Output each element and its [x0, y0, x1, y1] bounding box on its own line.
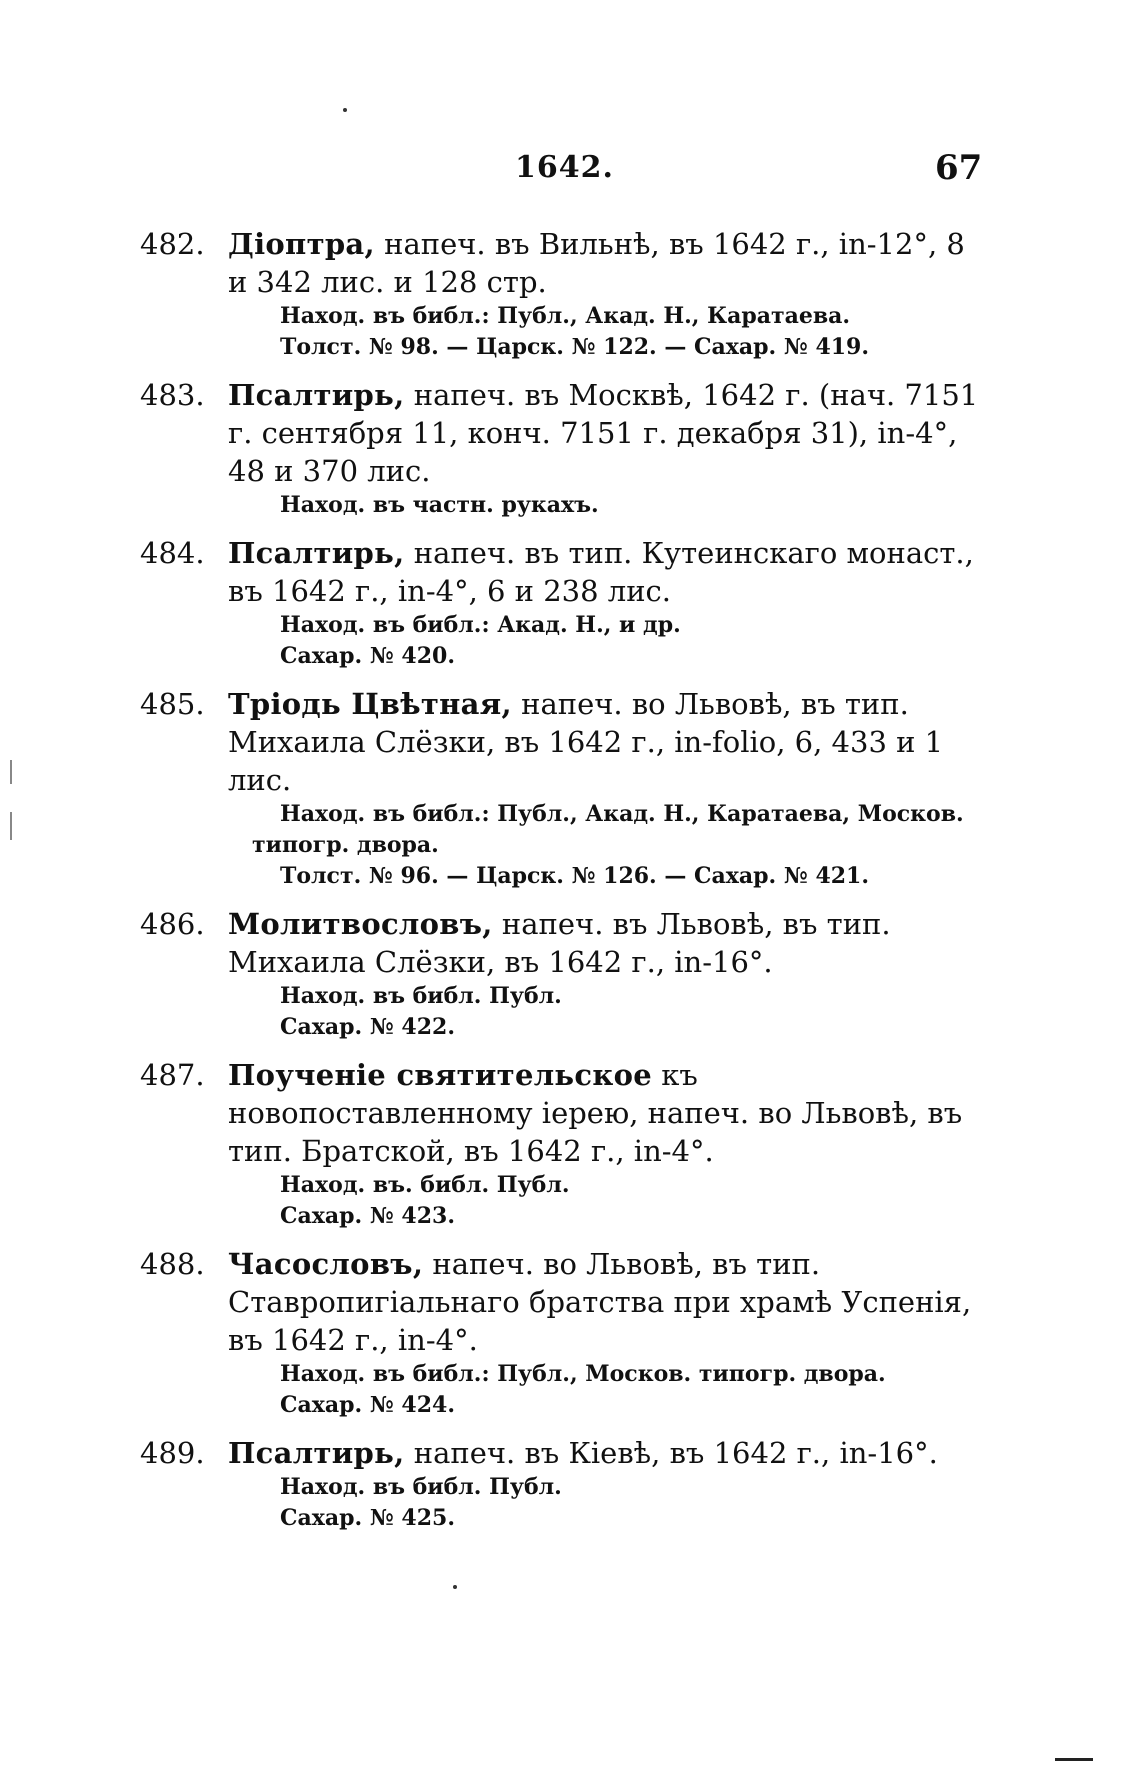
entry-489 [140, 1434, 980, 1534]
page-number: 67 [935, 148, 983, 188]
entry-references: Толст. № 98. — Царск. № 122. — Сахар. № 419. [280, 334, 870, 360]
entry-location: Наход. въ библ. Публ. [280, 1474, 562, 1500]
entry-483 [140, 376, 980, 521]
entry-484 [140, 534, 980, 672]
entry-references: Сахар. № 425. [280, 1505, 455, 1531]
entry-location: Наход. въ библ.: Публ., Акад. Н., Каратаева. [280, 303, 851, 329]
entry-488 [140, 1245, 980, 1421]
entry-text: напеч. въ Москвѣ, 1642 г. (нач. 7151 г. сентября 11, конч. 7151 г. декабря 31), in-4°, 48 и 370 лис. [228, 378, 979, 488]
entry-number: 484. [140, 536, 205, 570]
entry-description [228, 905, 980, 981]
entry-description [228, 534, 980, 610]
entry-location: Наход. въ. библ. Публ. [280, 1172, 570, 1198]
entry-description [228, 1245, 980, 1359]
entry-location: Наход. въ библ.: Акад. Н., и др. [280, 612, 681, 638]
entry-references: Сахар. № 424. [280, 1392, 455, 1418]
entry-text: напеч. въ Вильнѣ, въ 1642 г., in-12°, 8 и 342 лис. и 128 стр. [228, 227, 965, 299]
entry-title: Діоптра, [228, 227, 375, 261]
entry-485 [140, 685, 980, 892]
running-head [0, 150, 1140, 190]
scan-margin-mark [10, 812, 12, 840]
scan-speck [453, 1585, 457, 1589]
entry-text: напеч. въ Кіевѣ, въ 1642 г., in-16°. [404, 1436, 938, 1470]
entry-482 [140, 225, 980, 363]
entry-text: напеч. въ Львовѣ, въ тип. Михаила Слёзки, въ 1642 г., in-16°. [228, 907, 891, 979]
entry-list [140, 225, 980, 1547]
entry-references: Сахар. № 423. [280, 1203, 455, 1229]
scan-edge-mark [1055, 1758, 1093, 1761]
entry-description [228, 225, 980, 301]
entry-487 [140, 1056, 980, 1232]
entry-number: 487. [140, 1058, 205, 1092]
entry-references: Сахар. № 422. [280, 1014, 455, 1040]
running-head-year: 1642. [515, 150, 614, 185]
entry-title: Молитвословъ, [228, 907, 493, 941]
entry-title: Псалтирь, [228, 536, 405, 570]
entry-location: Наход. въ библ.: Публ., Москов. типогр. двора. [280, 1361, 886, 1387]
entry-references: Сахар. № 420. [280, 643, 455, 669]
scan-margin-mark [10, 760, 12, 784]
entry-text: напеч. въ тип. Кутеинскаго монаст., въ 1642 г., in-4°, 6 и 238 лис. [228, 536, 974, 608]
entry-486 [140, 905, 980, 1043]
entry-title: Тріодь Цвѣтная, [228, 687, 512, 721]
entry-description [228, 376, 980, 490]
entry-number: 483. [140, 378, 205, 412]
entry-number: 488. [140, 1247, 205, 1281]
entry-description [228, 1056, 980, 1170]
entry-number: 485. [140, 687, 205, 721]
entry-references: Толст. № 96. — Царск. № 126. — Сахар. № 421. [280, 863, 870, 889]
entry-location: Наход. въ библ. Публ. [280, 983, 562, 1009]
entry-title: Часословъ, [228, 1247, 424, 1281]
entry-text: къ новопоставленному іерею, напеч. во Львовѣ, въ тип. Братской, въ 1642 г., in-4°. [228, 1058, 963, 1168]
entry-location: Наход. въ частн. рукахъ. [280, 492, 599, 518]
entry-number: 486. [140, 907, 205, 941]
entry-location [228, 799, 980, 861]
entry-location-continuation: типогр. двора. [252, 832, 439, 858]
entry-number: 482. [140, 227, 205, 261]
entry-text: напеч. во Львовѣ, въ тип. Ставропигіальнаго братства при храмѣ Успенія, въ 1642 г., in-4°. [228, 1247, 972, 1357]
scan-speck [343, 108, 347, 112]
entry-description [228, 1434, 980, 1472]
entry-location-line: Наход. въ библ.: Публ., Акад. Н., Каратаева, Москов. [280, 801, 964, 827]
entry-description [228, 685, 980, 799]
entry-title: Псалтирь, [228, 378, 405, 412]
entry-text: напеч. во Львовѣ, въ тип. Михаила Слёзки, въ 1642 г., in-folio, 6, 433 и 1 лис. [228, 687, 944, 797]
entry-number: 489. [140, 1436, 205, 1470]
entry-title: Псалтирь, [228, 1436, 405, 1470]
entry-title: Поученіе святительское [228, 1058, 653, 1092]
